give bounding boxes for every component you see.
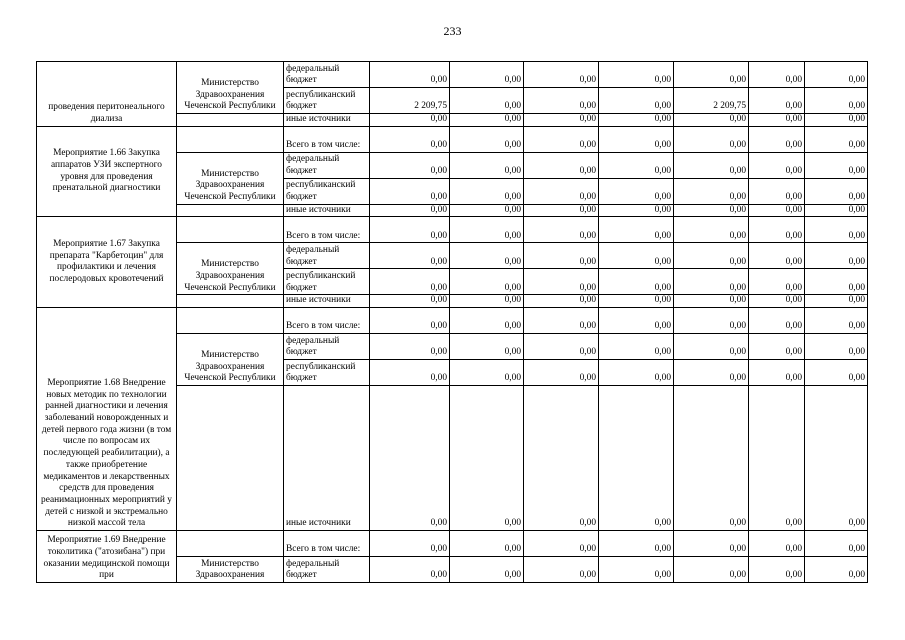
value-cell: 0,00 <box>370 217 450 243</box>
value-cell: 0,00 <box>450 295 524 308</box>
table-row <box>37 531 868 557</box>
value-cell: 0,00 <box>805 334 868 360</box>
executor: Министерство Здравоохранения Чеченской Республики <box>177 62 284 114</box>
value-cell: 0,00 <box>524 114 599 127</box>
value-cell: 0,00 <box>524 360 599 386</box>
measure-name: Мероприятие 1.68 Внедрение новых методик по технологии ранней диагностики и лечения заболеваний новорожденных и детей первого года жизни (в том числе по вопросам их последующей реабилитации), а также приобретение медикаментов и лекарственных средств для проведения реанимационных мероприятий у детей с низкой и экстремально низкой массой тела <box>37 308 177 531</box>
table-row <box>37 62 868 88</box>
value-cell: 0,00 <box>599 386 674 531</box>
funding-source: республиканский бюджет <box>284 360 370 386</box>
value-cell: 0,00 <box>599 557 674 583</box>
value-cell: 0,00 <box>599 217 674 243</box>
value-cell: 0,00 <box>749 126 805 152</box>
value-cell: 0,00 <box>370 62 450 88</box>
value-cell: 0,00 <box>805 243 868 269</box>
value-cell: 0,00 <box>749 243 805 269</box>
executor-empty <box>177 386 284 531</box>
value-cell: 0,00 <box>805 531 868 557</box>
value-cell: 0,00 <box>450 269 524 295</box>
value-cell: 0,00 <box>524 386 599 531</box>
executor: Министерство Здравоохранения Чеченской Республики <box>177 152 284 204</box>
value-cell: 0,00 <box>805 62 868 88</box>
value-cell: 0,00 <box>674 386 749 531</box>
value-cell: 0,00 <box>674 295 749 308</box>
value-cell: 0,00 <box>370 360 450 386</box>
value-cell: 0,00 <box>749 308 805 334</box>
value-cell: 0,00 <box>674 114 749 127</box>
value-cell: 0,00 <box>599 178 674 204</box>
value-cell: 0,00 <box>599 360 674 386</box>
value-cell: 0,00 <box>599 126 674 152</box>
value-cell: 0,00 <box>599 295 674 308</box>
value-cell: 0,00 <box>749 557 805 583</box>
funding-source: Всего в том числе: <box>284 531 370 557</box>
value-cell: 0,00 <box>524 243 599 269</box>
value-cell: 0,00 <box>524 531 599 557</box>
value-cell: 0,00 <box>805 295 868 308</box>
executor-empty <box>177 126 284 152</box>
value-cell: 0,00 <box>674 269 749 295</box>
executor-empty <box>177 114 284 127</box>
value-cell: 0,00 <box>674 308 749 334</box>
value-cell: 0,00 <box>599 269 674 295</box>
value-cell: 0,00 <box>805 88 868 114</box>
value-cell: 0,00 <box>450 308 524 334</box>
table-row <box>37 308 868 334</box>
value-cell: 0,00 <box>749 204 805 217</box>
value-cell: 0,00 <box>674 360 749 386</box>
funding-source: иные источники <box>284 204 370 217</box>
value-cell: 0,00 <box>749 360 805 386</box>
value-cell: 0,00 <box>674 217 749 243</box>
executor-empty <box>177 295 284 308</box>
value-cell: 0,00 <box>450 334 524 360</box>
value-cell: 0,00 <box>749 334 805 360</box>
value-cell: 0,00 <box>370 204 450 217</box>
value-cell: 0,00 <box>805 152 868 178</box>
funding-source: иные источники <box>284 295 370 308</box>
executor: Министерство Здравоохранения <box>177 557 284 583</box>
funding-source: федеральный бюджет <box>284 152 370 178</box>
value-cell: 0,00 <box>805 114 868 127</box>
value-cell: 0,00 <box>450 217 524 243</box>
funding-source: республиканский бюджет <box>284 88 370 114</box>
value-cell: 0,00 <box>524 557 599 583</box>
value-cell: 0,00 <box>524 126 599 152</box>
funding-source: федеральный бюджет <box>284 62 370 88</box>
funding-source: федеральный бюджет <box>284 243 370 269</box>
value-cell: 0,00 <box>599 334 674 360</box>
value-cell: 0,00 <box>524 62 599 88</box>
value-cell: 0,00 <box>749 62 805 88</box>
funding-source: федеральный бюджет <box>284 334 370 360</box>
value-cell: 0,00 <box>450 178 524 204</box>
value-cell: 0,00 <box>370 334 450 360</box>
funding-source: иные источники <box>284 386 370 531</box>
value-cell: 0,00 <box>749 269 805 295</box>
value-cell: 0,00 <box>599 62 674 88</box>
value-cell: 0,00 <box>450 360 524 386</box>
executor-empty <box>177 308 284 334</box>
value-cell: 0,00 <box>749 114 805 127</box>
value-cell: 0,00 <box>450 386 524 531</box>
table-row <box>37 217 868 243</box>
value-cell: 0,00 <box>599 88 674 114</box>
value-cell: 0,00 <box>450 152 524 178</box>
value-cell: 0,00 <box>749 295 805 308</box>
value-cell: 0,00 <box>370 114 450 127</box>
funding-source: Всего в том числе: <box>284 126 370 152</box>
executor-empty <box>177 204 284 217</box>
measure-name: Мероприятие 1.67 Закупка препарата "Карбетоцин" для профилактики и лечения послеродовых кровотечений <box>37 217 177 308</box>
executor: Министерство Здравоохранения Чеченской Республики <box>177 243 284 295</box>
value-cell: 0,00 <box>599 531 674 557</box>
value-cell: 0,00 <box>450 243 524 269</box>
value-cell: 0,00 <box>370 531 450 557</box>
value-cell: 0,00 <box>674 152 749 178</box>
value-cell: 0,00 <box>524 88 599 114</box>
value-cell: 0,00 <box>674 531 749 557</box>
value-cell: 0,00 <box>450 531 524 557</box>
value-cell: 0,00 <box>674 243 749 269</box>
value-cell: 2 209,75 <box>674 88 749 114</box>
value-cell: 0,00 <box>674 334 749 360</box>
value-cell: 0,00 <box>370 269 450 295</box>
funding-source: Всего в том числе: <box>284 217 370 243</box>
value-cell: 0,00 <box>524 308 599 334</box>
value-cell: 0,00 <box>805 178 868 204</box>
measure-name: Мероприятие 1.66 Закупка аппаратов УЗИ экспертного уровня для проведения пренатальной диагностики <box>37 126 177 217</box>
value-cell: 0,00 <box>749 217 805 243</box>
value-cell: 0,00 <box>805 269 868 295</box>
value-cell: 0,00 <box>805 360 868 386</box>
value-cell: 0,00 <box>674 62 749 88</box>
funding-source: иные источники <box>284 114 370 127</box>
value-cell: 0,00 <box>749 531 805 557</box>
value-cell: 0,00 <box>370 386 450 531</box>
value-cell: 0,00 <box>370 243 450 269</box>
value-cell: 0,00 <box>370 126 450 152</box>
funding-source: Всего в том числе: <box>284 308 370 334</box>
value-cell: 0,00 <box>524 269 599 295</box>
value-cell: 0,00 <box>674 204 749 217</box>
value-cell: 0,00 <box>370 557 450 583</box>
value-cell: 0,00 <box>805 386 868 531</box>
value-cell: 0,00 <box>524 178 599 204</box>
value-cell: 2 209,75 <box>370 88 450 114</box>
value-cell: 0,00 <box>524 334 599 360</box>
value-cell: 0,00 <box>674 126 749 152</box>
executor-empty <box>177 217 284 243</box>
value-cell: 0,00 <box>370 152 450 178</box>
value-cell: 0,00 <box>599 152 674 178</box>
value-cell: 0,00 <box>749 178 805 204</box>
measure-name: проведения перитонеального диализа <box>37 62 177 127</box>
value-cell: 0,00 <box>370 295 450 308</box>
executor-empty <box>177 531 284 557</box>
value-cell: 0,00 <box>805 204 868 217</box>
value-cell: 0,00 <box>599 114 674 127</box>
value-cell: 0,00 <box>524 295 599 308</box>
funding-source: федеральный бюджет <box>284 557 370 583</box>
measure-name: Мероприятие 1.69 Внедрение токолитика ("атозибана") при оказании медицинской помощи при <box>37 531 177 583</box>
value-cell: 0,00 <box>450 126 524 152</box>
value-cell: 0,00 <box>450 88 524 114</box>
executor: Министерство Здравоохранения Чеченской Республики <box>177 334 284 386</box>
value-cell: 0,00 <box>805 557 868 583</box>
page-number: 233 <box>443 24 462 38</box>
value-cell: 0,00 <box>749 88 805 114</box>
value-cell: 0,00 <box>450 114 524 127</box>
value-cell: 0,00 <box>370 178 450 204</box>
value-cell: 0,00 <box>749 386 805 531</box>
value-cell: 0,00 <box>674 557 749 583</box>
value-cell: 0,00 <box>370 308 450 334</box>
value-cell: 0,00 <box>524 217 599 243</box>
value-cell: 0,00 <box>450 557 524 583</box>
value-cell: 0,00 <box>674 178 749 204</box>
value-cell: 0,00 <box>450 62 524 88</box>
value-cell: 0,00 <box>524 152 599 178</box>
value-cell: 0,00 <box>805 308 868 334</box>
budget-table <box>36 61 868 583</box>
funding-source: республиканский бюджет <box>284 178 370 204</box>
value-cell: 0,00 <box>450 204 524 217</box>
value-cell: 0,00 <box>599 308 674 334</box>
table-row <box>37 126 868 152</box>
funding-source: республиканский бюджет <box>284 269 370 295</box>
value-cell: 0,00 <box>599 204 674 217</box>
value-cell: 0,00 <box>805 126 868 152</box>
value-cell: 0,00 <box>749 152 805 178</box>
value-cell: 0,00 <box>524 204 599 217</box>
value-cell: 0,00 <box>599 243 674 269</box>
value-cell: 0,00 <box>805 217 868 243</box>
